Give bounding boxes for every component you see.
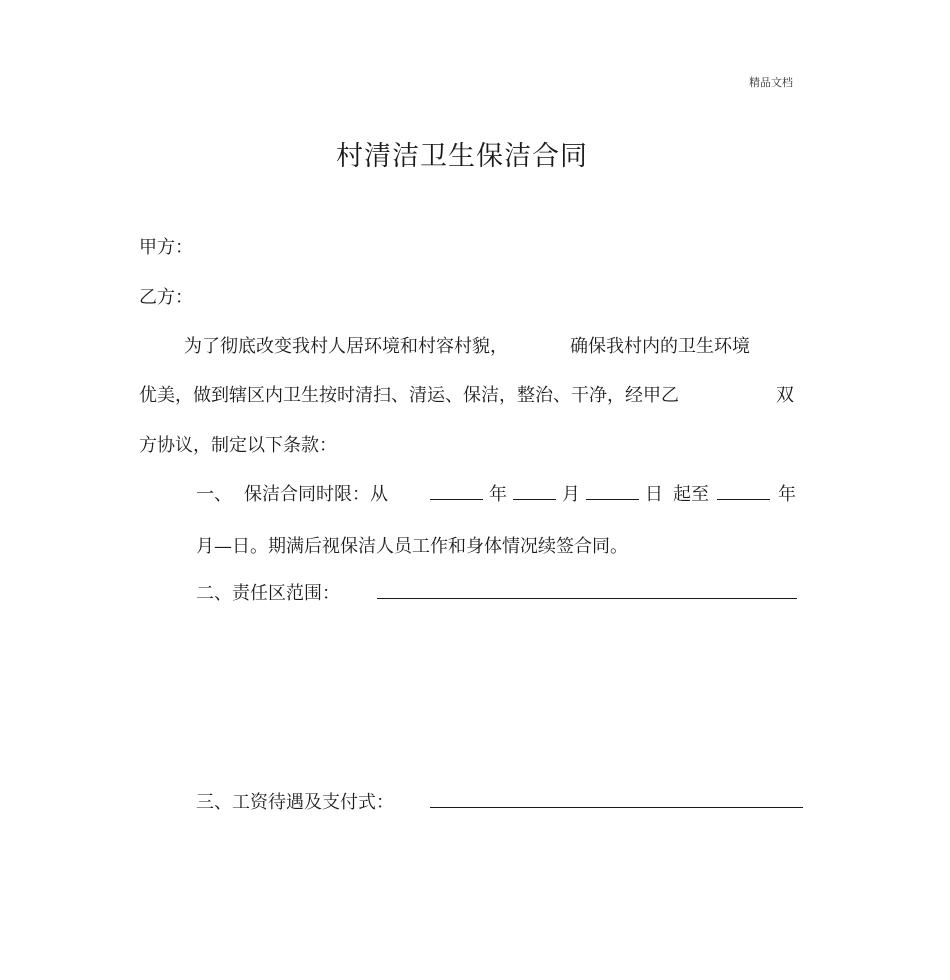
document-title: 村清洁卫生保洁合同 <box>336 141 588 172</box>
clause1-label: 保洁合同时限：从 <box>244 484 388 505</box>
intro-line1-a: 为了彻底改变我村人居环境和村容村貌， <box>184 336 508 357</box>
clause1-year2: 年 <box>778 484 796 505</box>
intro-line1-b: 确保我村内的卫生环境 <box>570 336 750 357</box>
clause3-label: 三、工资待遇及支付式： <box>196 792 394 813</box>
clause1-month: 月 <box>562 484 580 505</box>
party-b-label: 乙方： <box>139 287 193 308</box>
year-blank[interactable] <box>430 499 483 500</box>
intro-line3: 方协议，制定以下条款： <box>139 435 337 456</box>
clause1-number: 一、 <box>196 484 232 505</box>
clause1-day: 日 <box>645 484 663 505</box>
clause1-year: 年 <box>489 484 507 505</box>
day-blank[interactable] <box>586 499 639 500</box>
clause1-until: 起至 <box>673 484 709 505</box>
month-blank[interactable] <box>513 499 556 500</box>
intro-line2-b: 双 <box>776 385 794 406</box>
end-year-blank[interactable] <box>717 499 770 500</box>
responsibility-area-blank[interactable] <box>377 598 797 599</box>
intro-line2-a: 优美，做到辖区内卫生按时清扫、清运、保洁，整治、干净，经甲乙 <box>139 385 679 406</box>
party-a-label: 甲方： <box>139 237 193 258</box>
header-tag: 精品文档 <box>749 76 793 89</box>
clause1-line2: 月—日。期满后视保洁人员工作和身体情况续签合同。 <box>196 536 628 557</box>
clause2-label: 二、责任区范围： <box>196 583 340 604</box>
salary-payment-blank[interactable] <box>430 807 803 808</box>
